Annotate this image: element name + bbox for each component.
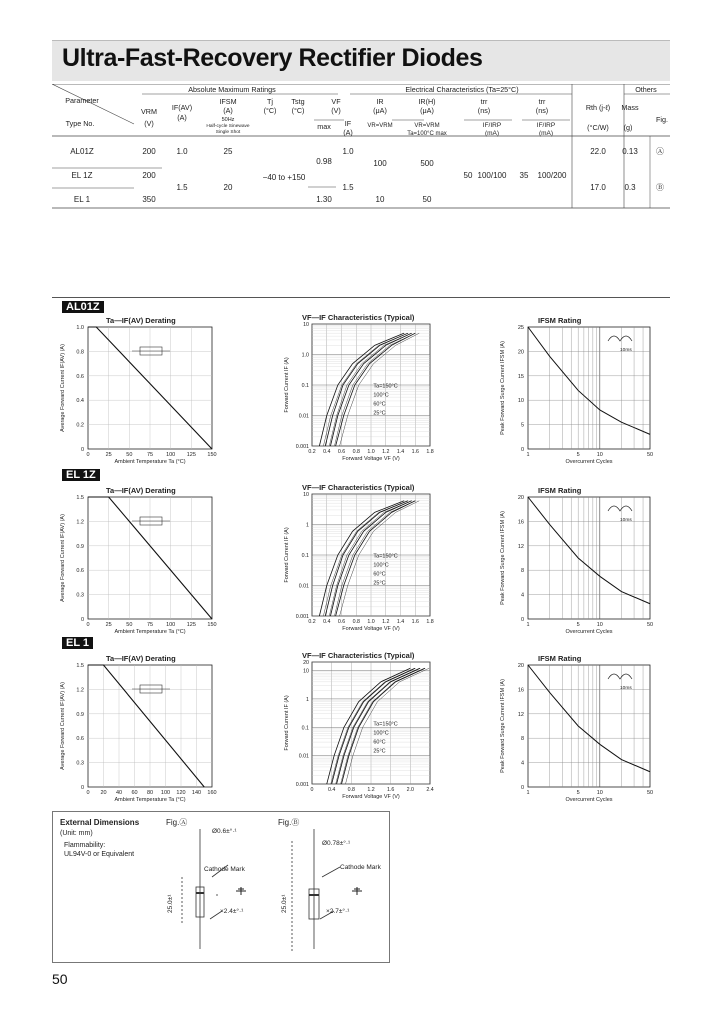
header-ifsm-cond3: Single Shot (215, 130, 241, 135)
vfif-2-y-tick: 10 (303, 668, 309, 675)
dims-title: External Dimensions (60, 818, 140, 827)
group-others: Others (635, 85, 657, 94)
vfif-1-temp-label: Ta=150°C (373, 553, 398, 560)
header-ir-cond: VR=VRM (367, 123, 393, 129)
header-irh-cond1: VR=VRM (414, 123, 440, 129)
row-el1z-type: EL 1Z (71, 171, 93, 180)
row-el1z-ifav: 1.5 (176, 183, 188, 192)
derating-0-x-tick: 125 (186, 452, 196, 458)
section-tag-el1z: EL 1Z (62, 469, 100, 481)
ifsm-2-y-tick: 8 (520, 736, 524, 743)
vfif-1-x-tick: 0.2 (308, 619, 316, 625)
derating-0-x-tick: 50 (126, 452, 133, 458)
page-number: 50 (52, 971, 68, 987)
derating-2-y-tick: 0 (80, 785, 84, 791)
fig-b-length: 25.0±¹ (281, 894, 288, 913)
vfif-0-x-tick: 1.4 (396, 449, 405, 455)
derating-0-x-tick: 0 (86, 452, 90, 458)
vfif-1-y-tick: 1 (306, 522, 309, 529)
header-trr-cond: IF/IRP (482, 122, 502, 129)
header-ifsm-cond1: 50Hz (221, 117, 235, 123)
derating-0-xlabel: Ambient Temperature Ta (°C) (114, 459, 186, 465)
header-rth: Rth (j-ℓ) (585, 103, 611, 112)
header-if: IF (344, 119, 352, 128)
vfif-1-ylabel: Forward Current IF (A) (284, 527, 290, 583)
section-tag-al01z: AL01Z (62, 301, 104, 313)
header-trr2: trr (538, 97, 546, 106)
vfif-1-y-tick: 10 (303, 492, 309, 498)
dims-flammability: Flammability: (64, 842, 106, 849)
vfif-1-xlabel: Forward Voltage VF (V) (342, 626, 400, 632)
header-tstg-unit: (°C) (291, 106, 305, 115)
vfif-2-x-tick: 1.2 (367, 787, 375, 793)
row-el1z-if: 1.5 (342, 183, 354, 192)
group-electrical: Electrical Characteristics (Ta=25°C) (405, 85, 519, 94)
ifsm-2-x-tick: 1 (526, 790, 530, 796)
vfif-2-temp-label: 100°C (373, 730, 389, 737)
ifsm-1-y-tick: 20 (517, 495, 524, 501)
derating-0-y-tick: 0.4 (76, 398, 84, 405)
derating-0-y-tick: 0.8 (76, 349, 84, 356)
derating-1-xlabel: Ambient Temperature Ta (°C) (114, 629, 186, 635)
vfif-2-y-tick: 0.001 (295, 782, 309, 788)
row-al01z-rth: 22.0 (590, 147, 606, 156)
row-al01z-fig: Ⓐ (656, 147, 664, 156)
vfif-2-x-tick: 1.6 (386, 787, 395, 793)
dims-unit: (Unit: mm) (60, 830, 93, 837)
fig-b-drawing (292, 829, 340, 951)
trr1-value: 50 (463, 171, 473, 180)
trr1-cond: 100/100 (477, 171, 507, 180)
derating-1-y-tick: 0.3 (76, 592, 84, 599)
vfif-0-ylabel: Forward Current IF (A) (284, 357, 290, 413)
derating-0-x-tick: 75 (146, 452, 154, 458)
vfif-2-y-tick: 20 (303, 660, 309, 666)
vfif-0-x-tick: 1.2 (382, 449, 390, 455)
derating-0-title: Ta—IF(AV) Derating (106, 316, 176, 325)
ifsm-0-y-tick: 5 (520, 422, 524, 429)
derating-2-x-tick: 80 (146, 790, 154, 796)
derating-2-x-tick: 60 (131, 790, 138, 796)
vfif-1-x-tick: 0.4 (323, 619, 331, 625)
derating-1-x-tick: 150 (207, 622, 217, 628)
header-ir: IR (376, 97, 384, 106)
derating-2-title: Ta—IF(AV) Derating (106, 654, 176, 663)
vfif-1-x-tick: 1.8 (426, 619, 434, 625)
ifsm-0-plot-frame (528, 327, 650, 449)
vfif-1-y-tick: 0.001 (295, 614, 309, 620)
vfif-2-title: VF—IF Characteristics (Typical) (302, 651, 415, 660)
vfif-1-x-tick: 1.0 (367, 619, 375, 625)
row-al01z-vrm: 200 (142, 147, 156, 156)
dims-flammability-std: UL94V-0 or Equivalent (64, 851, 135, 858)
vfif-0-x-tick: 0.8 (352, 449, 360, 455)
ifsm-0-y-tick: 15 (517, 373, 524, 380)
ifsm-0-x-tick: 50 (646, 452, 654, 458)
row-el1-ir: 10 (375, 195, 385, 204)
vfif-0-x-tick: 0.6 (337, 449, 346, 455)
dims-fig-a: Fig.Ⓐ (166, 818, 188, 827)
row-el1z-rth: 17.0 (590, 183, 606, 192)
derating-1-y-tick: 0 (80, 617, 84, 623)
vfif-0-title: VF—IF Characteristics (Typical) (302, 313, 415, 322)
derating-2-y-tick: 0.3 (76, 760, 84, 767)
header-mass: Mass (621, 103, 639, 112)
fig-a-body-dia: ×2.4±°·¹ (220, 908, 244, 915)
ifsm-2-x-tick: 5 (576, 790, 580, 796)
derating-0-ylabel: Average Forward Current IF(AV) (A) (60, 344, 66, 432)
trr2-value: 35 (519, 171, 529, 180)
vfif-0-x-tick: 1.8 (426, 449, 434, 455)
row-el1-irh: 50 (422, 195, 432, 204)
ifsm-2-title: IFSM Rating (538, 654, 582, 663)
row-el1-vf: 1.30 (316, 195, 332, 204)
trr2-cond: 100/200 (537, 171, 567, 180)
ifsm-1-y-tick: 8 (520, 568, 524, 575)
derating-1-x-tick: 0 (86, 622, 90, 628)
derating-2-x-tick: 160 (207, 790, 217, 796)
header-trr-cond-unit: (mA) (484, 130, 500, 137)
derating-2-y-tick: 0.9 (76, 711, 84, 718)
header-vrm-unit: (V) (144, 119, 154, 128)
vfif-1-x-tick: 1.2 (382, 619, 390, 625)
ifsm-1-title: IFSM Rating (538, 486, 582, 495)
ifsm-1-inset-wave (608, 506, 632, 511)
row-al01z-ir: 100 (373, 159, 387, 168)
vfif-1-y-tick: 0.1 (301, 553, 309, 559)
ifsm-2-inset-wave (608, 674, 632, 679)
derating-1-y-tick: 0.6 (76, 568, 84, 575)
vfif-0-y-tick: 1.0 (301, 352, 309, 359)
ifsm-1-x-tick: 1 (526, 622, 530, 628)
vfif-0-y-tick: 0.001 (295, 444, 309, 450)
header-parameter: Parameter (65, 96, 99, 105)
vfif-1-temp-label: 25°C (373, 580, 386, 587)
derating-2-xlabel: Ambient Temperature Ta (°C) (114, 797, 186, 803)
vfif-2-series-0 (327, 668, 411, 784)
vfif-2-temp-label: 60°C (373, 739, 386, 746)
row-al01z-irh: 500 (420, 159, 434, 168)
vfif-2-ylabel: Forward Current IF (A) (284, 695, 290, 751)
vfif-1-y-tick: 0.01 (298, 583, 309, 590)
header-if-unit: (A) (343, 128, 353, 137)
vfif-2-y-tick: 1 (306, 696, 309, 703)
dims-fig-b: Fig.Ⓑ (278, 818, 300, 827)
derating-1-x-tick: 125 (186, 622, 196, 628)
row-el1z-fig: Ⓑ (656, 183, 664, 192)
fig-b-cathode-mark: Cathode Mark (340, 864, 381, 871)
header-tj: Tj (267, 97, 273, 106)
ifsm-1-plot-frame (528, 497, 650, 619)
row-el1z-mass: 0.3 (624, 183, 636, 192)
derating-1-x-tick: 50 (126, 622, 133, 628)
derating-2-y-tick: 1.5 (76, 663, 84, 669)
fig-a-diode-symbol (236, 887, 246, 895)
row-el1-vrm: 350 (142, 195, 156, 204)
header-fig: Fig. (656, 115, 668, 124)
derating-0-y-tick: 0 (80, 447, 84, 453)
ifsm-0-inset-label: 10ms (620, 348, 632, 353)
row-al01z-type: AL01Z (70, 147, 94, 156)
row-el1z-vrm: 200 (142, 171, 156, 180)
ifsm-0-y-tick: 10 (517, 398, 524, 405)
ifsm-0-title: IFSM Rating (538, 316, 582, 325)
ifsm-2-inset-label: 10ms (620, 686, 632, 691)
tj-tstg-range: −40 to +150 (262, 173, 306, 182)
derating-1-x-tick: 75 (146, 622, 154, 628)
derating-1-y-tick: 1.5 (76, 495, 84, 501)
vfif-0-temp-label: 60°C (373, 401, 386, 408)
ifsm-2-x-tick: 50 (646, 790, 654, 796)
vfif-1-title: VF—IF Characteristics (Typical) (302, 483, 415, 492)
vfif-1-temp-label: 100°C (373, 562, 389, 569)
ifsm-0-y-tick: 25 (517, 325, 524, 331)
derating-2-ylabel: Average Forward Current IF(AV) (A) (60, 682, 66, 770)
group-abs-max: Absolute Maximum Ratings (188, 85, 276, 94)
vfif-1-x-tick: 0.8 (352, 619, 360, 625)
vfif-2-y-tick: 0.01 (298, 753, 309, 760)
vfif-0-x-tick: 0.4 (323, 449, 331, 455)
derating-1-x-tick: 25 (105, 622, 112, 628)
vfif-2-x-tick: 0.8 (347, 787, 356, 793)
vfif-2-temp-label: Ta=150°C (373, 721, 398, 728)
ifsm-0-xlabel: Overcurrent Cycles (565, 459, 613, 465)
fig-b-diode-symbol (352, 887, 362, 895)
header-vf-max: max (317, 122, 331, 131)
row-el1-type: EL 1 (73, 195, 91, 204)
external-dimensions (52, 811, 388, 961)
ifsm-2-plot-frame (528, 665, 650, 787)
ifsm-2-y-tick: 12 (517, 711, 524, 718)
fig-a-length: 25.0±¹ (167, 894, 174, 913)
header-vf-unit: (V) (331, 106, 341, 115)
ifsm-0-inset-wave (608, 336, 632, 341)
ifsm-1-y-tick: 4 (520, 592, 524, 599)
vfif-2-x-tick: 0.4 (327, 787, 336, 793)
section-tag-el1: EL 1 (62, 637, 93, 649)
row-al01z-ifsm: 25 (223, 147, 233, 156)
vfif-0-xlabel: Forward Voltage VF (V) (342, 456, 400, 462)
ifsm-1-y-tick: 0 (520, 617, 524, 623)
derating-2-y-tick: 0.6 (76, 736, 84, 743)
vfif-0-x-tick: 1.6 (411, 449, 419, 455)
header-trr2-unit: (ns) (535, 106, 549, 115)
header-ifsm-unit: (A) (223, 106, 233, 115)
derating-0-y-tick: 1.0 (76, 325, 84, 331)
header-trr-unit: (ns) (477, 106, 491, 115)
ifsm-2-curve (528, 665, 650, 772)
fig-b-body-dia: ×2.7±°·¹ (326, 908, 350, 915)
derating-2-y-tick: 1.2 (76, 687, 84, 694)
derating-0-x-tick: 25 (105, 452, 112, 458)
ifsm-2-x-tick: 10 (596, 790, 603, 796)
derating-1-x-tick: 100 (166, 622, 176, 628)
derating-0-y-tick: 0.2 (76, 422, 84, 429)
header-irh-unit: (μA) (420, 106, 434, 115)
ifsm-0-y-tick: 20 (517, 349, 524, 356)
vfif-1-x-tick: 0.6 (337, 619, 346, 625)
derating-1-y-tick: 1.2 (76, 519, 84, 526)
vfif-0-temp-label: Ta=150°C (373, 383, 398, 390)
derating-1-y-tick: 0.9 (76, 543, 84, 550)
ifsm-2-y-tick: 20 (517, 663, 524, 669)
derating-2-curve (88, 665, 204, 787)
row-al01z-if: 1.0 (342, 147, 354, 156)
page-title: Ultra-Fast-Recovery Rectifier Diodes (62, 44, 483, 72)
header-rth-unit: (°C/W) (587, 123, 609, 132)
fig-a-lead-dia: Ø0.6±°·¹ (212, 828, 237, 835)
ifsm-1-curve (528, 497, 650, 604)
derating-2-x-tick: 100 (160, 790, 171, 796)
derating-1-ylabel: Average Forward Current IF(AV) (A) (60, 514, 66, 602)
derating-0-x-tick: 100 (166, 452, 176, 458)
header-ifav: IF(AV) (171, 103, 193, 112)
header-ir-unit: (μA) (373, 106, 387, 115)
ifsm-1-x-tick: 5 (576, 622, 580, 628)
ifsm-2-y-tick: 16 (517, 687, 524, 694)
header-vrm: VRM (141, 107, 157, 116)
vfif-0-y-tick: 0.1 (301, 383, 309, 389)
vfif-2-x-tick: 2.0 (406, 787, 415, 793)
ifsm-0-x-tick: 1 (526, 452, 530, 458)
ifsm-1-ylabel: Peak Forward Surge Current IFSM (A) (500, 511, 506, 605)
ifsm-0-ylabel: Peak Forward Surge Current IFSM (A) (500, 341, 506, 435)
header-irh: IR(H) (418, 97, 436, 106)
fig-b-lead-dia: Ø0.78±°·¹ (322, 840, 351, 847)
header-vf: VF (331, 97, 341, 106)
row-al01z-vf: 0.98 (316, 157, 332, 166)
header-irh-cond2: Ta=100°C max (407, 131, 447, 137)
ifsm-0-y-tick: 0 (520, 447, 524, 453)
ifsm-0-x-tick: 5 (576, 452, 580, 458)
vfif-0-x-tick: 1.0 (367, 449, 375, 455)
ifsm-2-y-tick: 4 (520, 760, 524, 767)
derating-1-title: Ta—IF(AV) Derating (106, 486, 176, 495)
ifsm-1-inset-label: 10ms (620, 518, 632, 523)
header-trr2-cond: IF/IRP (536, 122, 556, 129)
header-trr2-cond-unit: (mA) (538, 130, 554, 137)
header-tj-unit: (°C) (263, 106, 277, 115)
derating-2-x-tick: 0 (86, 790, 90, 796)
ifsm-1-y-tick: 12 (517, 543, 524, 550)
vfif-0-y-tick: 0.01 (298, 413, 309, 420)
header-tstg: Tstg (291, 97, 305, 106)
fig-a-cathode-mark: Cathode Mark (204, 866, 245, 873)
row-el1z-ifsm: 20 (223, 183, 233, 192)
ifsm-1-x-tick: 10 (596, 622, 603, 628)
ifsm-2-ylabel: Peak Forward Surge Current IFSM (A) (500, 679, 506, 773)
header-type-no: Type No. (65, 119, 95, 128)
header-mass-unit: (g) (623, 123, 633, 132)
derating-2-x-tick: 120 (176, 790, 186, 796)
derating-2-x-tick: 140 (191, 790, 202, 796)
derating-2-x-tick: 40 (115, 790, 123, 796)
vfif-0-x-tick: 0.2 (308, 449, 316, 455)
vfif-2-x-tick: 2.4 (426, 787, 434, 793)
ifsm-2-y-tick: 0 (520, 785, 524, 791)
header-ifsm: IFSM (219, 97, 237, 106)
vfif-1-x-tick: 1.6 (411, 619, 419, 625)
vfif-1-temp-label: 60°C (373, 571, 386, 578)
derating-0-y-tick: 0.6 (76, 373, 84, 380)
vfif-2-y-tick: 0.1 (301, 725, 309, 732)
vfif-2-x-tick: 0 (310, 787, 314, 793)
derating-2-x-tick: 20 (100, 790, 107, 796)
ifsm-1-y-tick: 16 (517, 519, 524, 526)
fig-a-drawing (182, 829, 228, 949)
ifsm-1-x-tick: 50 (646, 622, 654, 628)
row-al01z-mass: 0.13 (622, 147, 638, 156)
header-ifav-unit: (A) (177, 113, 187, 122)
header-ifsm-cond2: Half-cycle Sinewave (206, 124, 250, 129)
vfif-0-y-tick: 10 (303, 322, 309, 328)
vfif-0-temp-label: 25°C (373, 410, 386, 417)
vfif-2-temp-label: 25°C (373, 748, 386, 755)
derating-0-x-tick: 150 (207, 452, 217, 458)
vfif-1-x-tick: 1.4 (396, 619, 405, 625)
ifsm-0-curve (528, 327, 650, 434)
ifsm-1-xlabel: Overcurrent Cycles (565, 629, 613, 635)
header-trr: trr (480, 97, 488, 106)
vfif-0-temp-label: 100°C (373, 392, 389, 399)
ifsm-2-xlabel: Overcurrent Cycles (565, 797, 613, 803)
ifsm-0-x-tick: 10 (596, 452, 603, 458)
row-al01z-ifav: 1.0 (176, 147, 188, 156)
vfif-2-xlabel: Forward Voltage VF (V) (342, 794, 400, 800)
